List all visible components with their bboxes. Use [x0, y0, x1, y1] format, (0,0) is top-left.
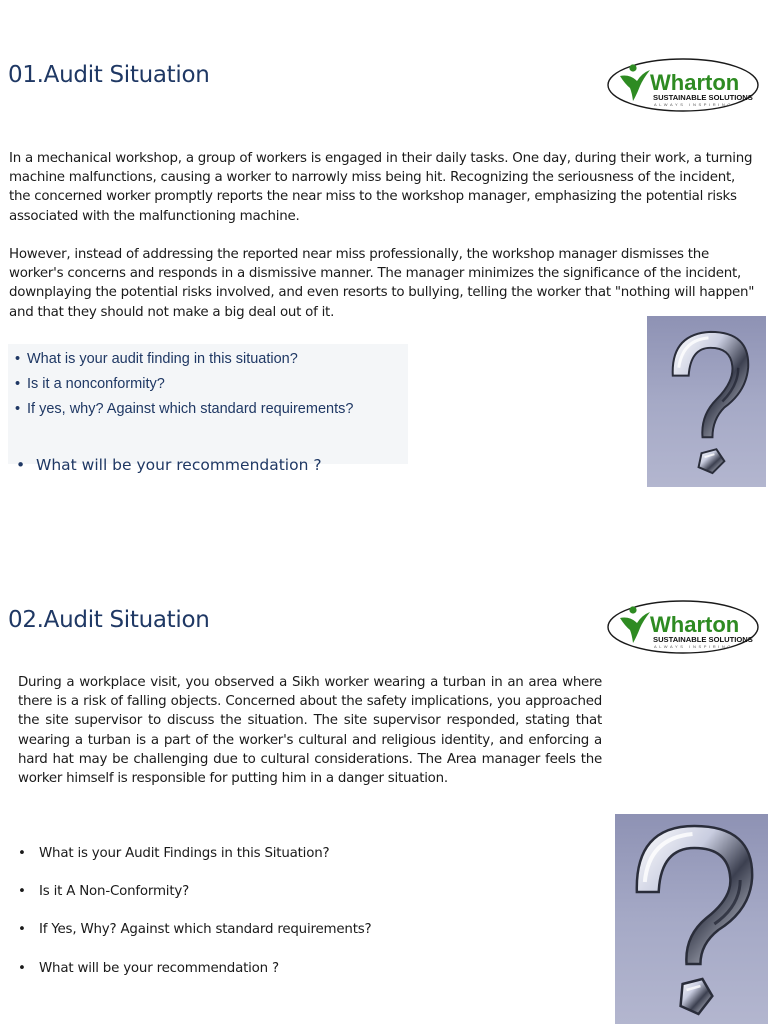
logo-motto: ALWAYS INSPIRING [654, 644, 734, 649]
slide-title: 02.Audit Situation [8, 607, 210, 633]
situation-paragraph-2: However, instead of addressing the reported near miss professionally, the workshop manager dismisses the worker's concerns and responds in a dismissive manner. The manager minimizes the significance of the incident, downplaying the potential risks involved, and even resorts to bullying, telling the worker that "nothing will happen" and that they should not make a big deal out of it. [9, 247, 755, 320]
situation-paragraph-1: In a mechanical workshop, a group of workers is engaged in their daily tasks. One day, during their work, a turning machine malfunctions, causing a worker to narrowly miss being hit. Recognizing the seriousness of the incident, the concerned worker promptly reports the near miss to the workshop manager, emphasizing the potential risks associated with the malfunctioning machine. [9, 151, 753, 224]
logo-tagline: SUSTAINABLE SOLUTIONS [653, 635, 753, 644]
logo-wordmark: Wharton [650, 70, 740, 95]
situation-paragraph: During a workplace visit, you observed a Sikh worker wearing a turban in an area where there is a risk of falling objects. Concerned about the safety implications, you approached the site supervisor to discuss the situation. The site supervisor responded, stating that wearing a turban is a part of the worker's cultural and religious identity, and enforcing a hard hat may be challenging due to cultural considerations. The Area manager feels the worker himself is responsible for putting him in a danger situation. [18, 675, 602, 787]
question-item: • If Yes, Why? Against which standard requirements? [18, 922, 371, 937]
question-mark-image [647, 316, 766, 487]
questions-list [8, 351, 388, 418]
slide-title: 01.Audit Situation [8, 62, 210, 88]
question-item: • If yes, why? Against which standard requirements? [8, 401, 388, 418]
slide-audit-situation-1: 01.Audit Situation Wharton SUSTAINABLE SOLUTIONS ALWAYS INSPIRING In a mechanical workshop, a group of workers is engaged in their daily tasks. One day, during their work, a turning machine malfunctions, causing a worker to narrowly miss being hit. Recognizing the seriousness of the incident, the concerned worker promptly reports the near miss to the workshop manager, emphasizing the potential risks associated with the malfunctioning machine. However, instead of addressing the reported near miss professionally, the workshop manager dismisses the worker's concerns and responds in a dismissive manner. The manager minimizes the significance of the incident, downplaying the potential risks involved, and even resorts to bullying, telling the worker that "nothing will happen" and that they should not make a big deal out of it. • What is your audit finding in this situation? • Is it a nonconformity? • If yes, why? Against which standard requirements? • What will be your recommendation ? [0, 0, 768, 540]
question-item: • Is it a nonconformity? [8, 376, 388, 393]
question-mark-image [615, 814, 768, 1024]
logo-tagline: SUSTAINABLE SOLUTIONS [653, 93, 753, 102]
recommendation-text: What will be your recommendation ? [36, 456, 322, 474]
logo-wordmark: Wharton [650, 612, 740, 637]
question-item: • What will be your recommendation ? [18, 961, 279, 976]
logo-motto: ALWAYS INSPIRING [654, 102, 734, 107]
wharton-logo [606, 599, 764, 655]
question-item: • Is it A Non-Conformity? [18, 884, 189, 899]
question-item: • What is your audit finding in this situation? [8, 351, 388, 368]
question-item: • What is your Audit Findings in this Situation? [18, 846, 329, 861]
wharton-logo [606, 57, 764, 113]
